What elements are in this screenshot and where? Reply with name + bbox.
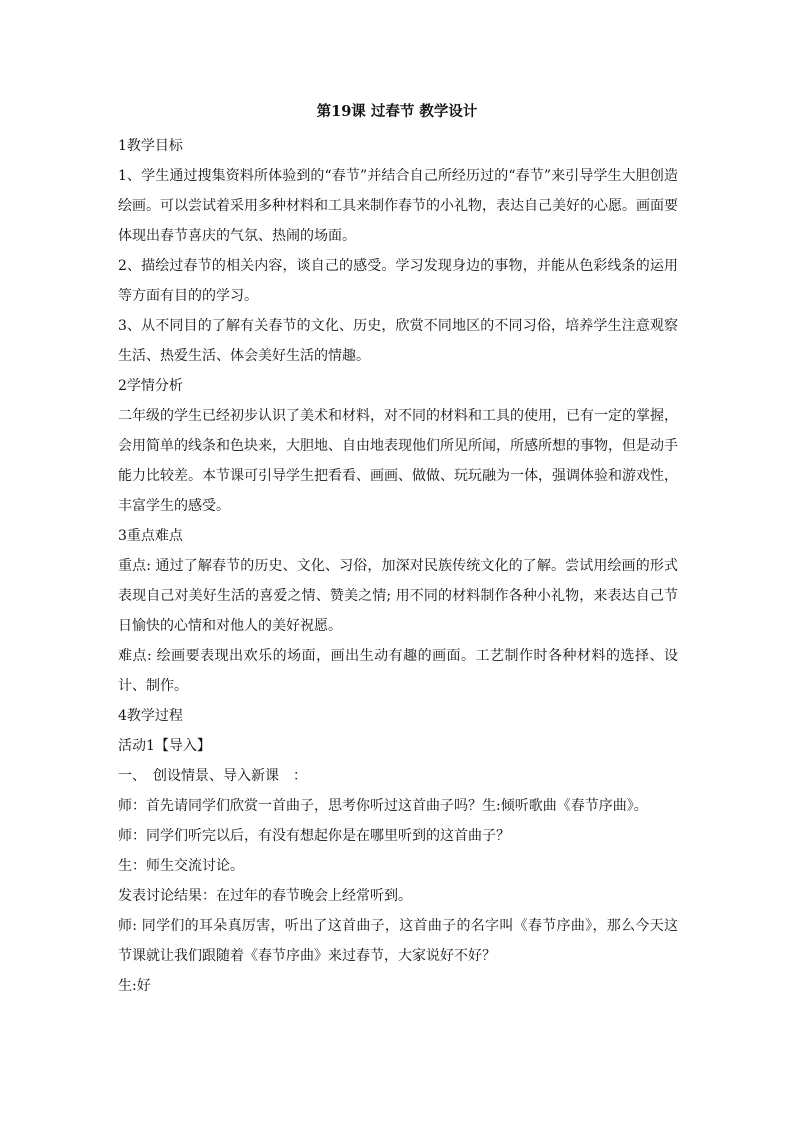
activity-heading: 活动1【导入】 (118, 738, 211, 754)
objective-paragraph-3: 3、从不同目的了解有关春节的文化、历史，欣赏不同地区的不同习俗，培养学生注意观察生活、热爱生活、体会美好生活的情趣。 (118, 318, 678, 364)
section-heading-key-points: 3重点难点 (118, 528, 183, 544)
dialogue-line-1: 师：首先请同学们欣赏一首曲子，思考你听过这首曲子吗？生:倾听歌曲《春节序曲》。 (118, 798, 648, 814)
analysis-paragraph: 二年级的学生已经初步认识了美术和材料，对不同的材料和工具的使用，已有一定的掌握，会用简单的线条和色块来，大胆地、自由地表现他们所见所闻，所感所想的事物，但是动手能力比较差。本节课可引导学生把看看、画画、做做、玩玩融为一体，强调体验和游戏性，丰富学生的感受。 (118, 408, 678, 514)
objective-paragraph-1: 1、学生通过搜集资料所体验到的“春节”并结合自己所经历过的“春节”来引导学生大胆创造绘画。可以尝试着采用多种材料和工具来制作春节的小礼物，表达自己美好的心愿。画面要体现出春节喜庆的气氛、热闹的场面。 (118, 168, 678, 244)
objective-paragraph-2: 2、描绘过春节的相关内容，谈自己的感受。学习发现身边的事物，并能从色彩线条的运用等方面有目的的学习。 (118, 258, 678, 304)
dialogue-line-3: 生：师生交流讨论。 (118, 858, 244, 874)
dialogue-line-6: 生:好 (118, 978, 151, 994)
section-heading-analysis: 2学情分析 (118, 378, 183, 394)
difficulty-paragraph: 难点: 绘画要表现出欢乐的场面，画出生动有趣的画面。工艺制作时各种材料的选择、设计、制作。 (118, 648, 678, 694)
dialogue-line-2: 师：同学们听完以后，有没有想起你是在哪里听到的这首曲子？ (118, 828, 510, 844)
document-title: 第19课 过春节 教学设计 (316, 103, 478, 120)
key-point-paragraph: 重点: 通过了解春节的历史、文化、习俗，加深对民族传统文化的了解。尝试用绘画的形式表现自己对美好生活的喜爱之情、赞美之情; 用不同的材料制作各种小礼物，来表达自己节日愉快的心情和对他人的美好祝愿。 (118, 558, 678, 634)
step-heading: 一、 创设情景、导入新课 ： (118, 768, 307, 784)
section-heading-objectives: 1教学目标 (118, 138, 183, 154)
dialogue-line-5: 师: 同学们的耳朵真厉害，听出了这首曲子，这首曲子的名字叫《春节序曲》，那么今天这节课就让我们跟随着《春节序曲》来过春节，大家说好不好？ (118, 918, 678, 964)
dialogue-line-4: 发表讨论结果：在过年的春节晚会上经常听到。 (118, 888, 412, 904)
section-heading-process: 4教学过程 (118, 708, 183, 724)
document-body (118, 131, 678, 1001)
